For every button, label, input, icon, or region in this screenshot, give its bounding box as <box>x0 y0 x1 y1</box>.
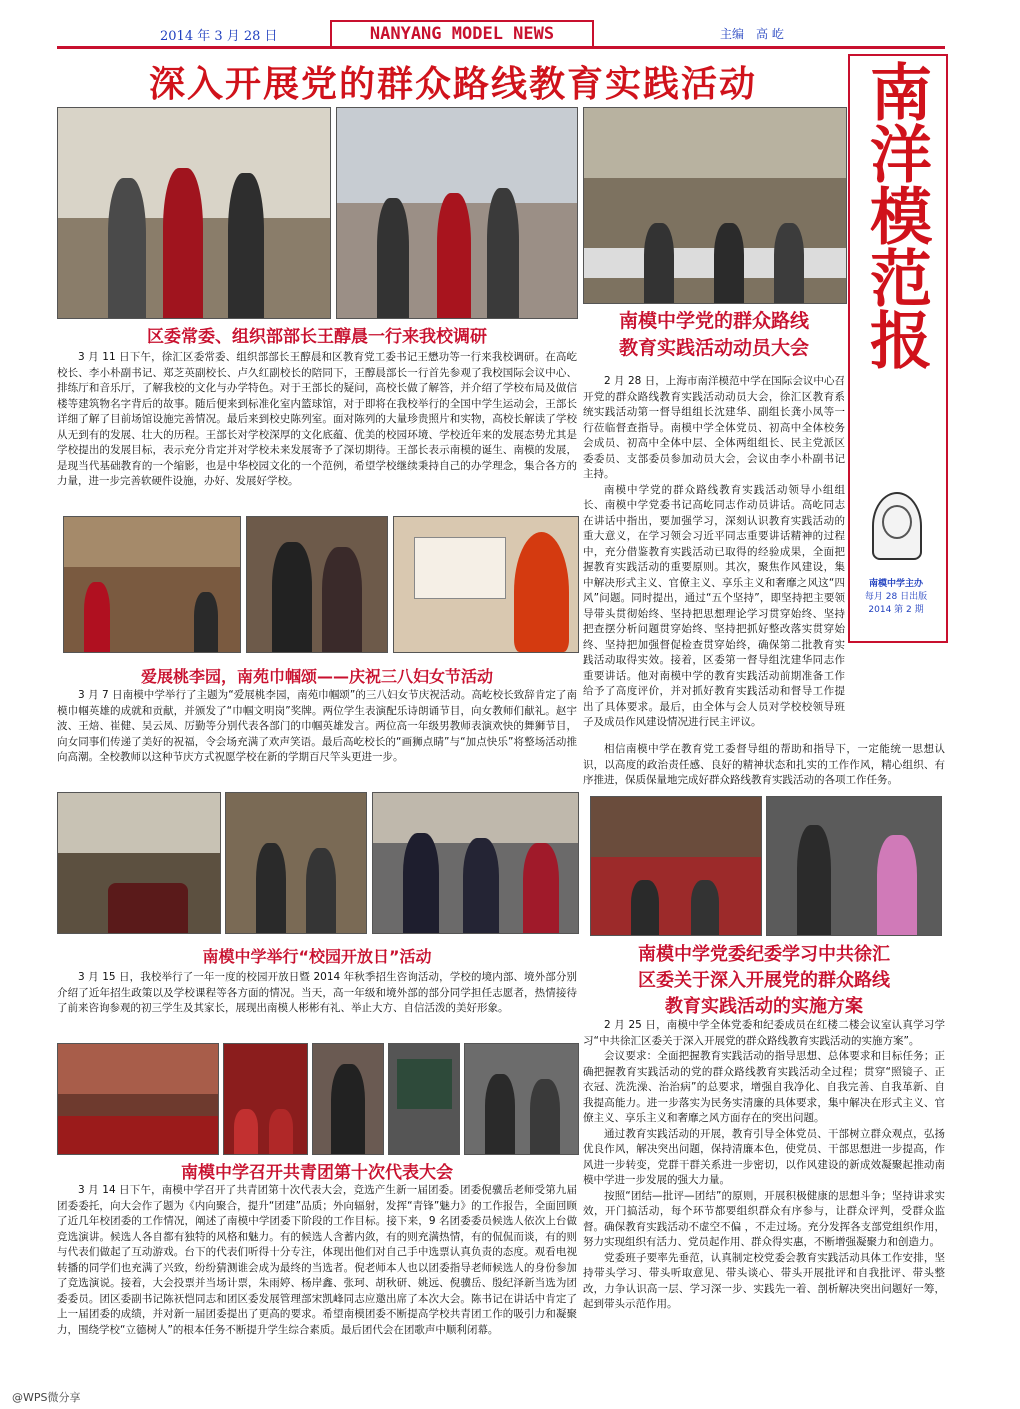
masthead-publisher: 南模中学主办 <box>868 579 923 589</box>
article-mobilize-title <box>583 308 845 362</box>
photo-league-conference <box>57 1043 219 1155</box>
masthead-info <box>850 578 942 617</box>
masthead-title-text: 南洋模范报 <box>859 60 933 370</box>
article-mobilize-body-top <box>583 374 845 728</box>
photo-league-ballot <box>464 1043 579 1155</box>
article-mobilize-text3: 相信南模中学在教育党工委督导组的帮助和指导下，一定能统一思想认识，以高度的政治责任感、良好的精神状态和扎实的工作作风，精心组织、有序推进，保质保量地完成好群众路线教育实践活动的各项工作任务。 <box>583 743 945 786</box>
wps-watermark: @WPS微分享 <box>12 1391 81 1404</box>
photo-open-day-entrance <box>57 792 221 934</box>
article-discipline-text4: 按照“团结—批评—团结”的原则，开展积极健康的思想斗争；坚持讲求实效，开门搞活动，每个环节都要组织群众有序参与，让群众评判，受群众监督。确保教育实践活动不虚空不偏 ，不走过场。充分发挥各支部党组织作用，努力实现组织有活力、党员起作用、群众得实惠，不断增强凝聚力和创造力。 <box>583 1189 945 1248</box>
article-research-text: 3 月 11 日下午，徐汇区委常委、组织部部长王醇晨和区教育党工委书记王懋功等一行来我校调研。在高屹校长、李小朴副书记、郑芝英副校长、卢久红副校长的陪同下，王醇晨部长一行首先参观了我校国际会议中心、排练厅和音乐厅，了解我校的文化与办学特色。对于王部长的疑问，高校长做了解答，并介绍了学校布局及做信楼等建筑物名字背后的故事。随后便来到标准化室内篮球馆，对于即将在我校举行的全国中学生运动会，王部长详细了解了目前场馆设施完善情况。最后来到校史陈列室。面对陈列的大量珍贵照片和实物，高校长解读了学校从无到有的发展、壮大的历程。王部长对学校深厚的文化底蕴、优美的校园环境、学校近年来的发展态势尤其是学校提出的发展目标，表示充分肯定并对学校未来发展寄予了深切期待。王部长表示南模的诞生、南模的发展，是现当代基础教育的一个缩影，也是中华校园文化的一个范例，希望学校继续秉持自己的办学理念，集合各方的力量，进一步完善软硬件设施，办好、发展好学校。 <box>57 351 577 487</box>
article-discipline-title-line2: 区委关于深入开展党的群众路线 <box>638 970 890 991</box>
masthead-chinese-title <box>848 60 944 391</box>
article-league-title: 南模中学召开共青团第十次代表大会 <box>181 1163 453 1183</box>
article-league-body <box>57 1183 577 1373</box>
article-womens-day-text: 3 月 7 日南模中学举行了主题为“爱展桃李园，南苑巾帼颂”的三八妇女节庆祝活动。高屹校长致辞肯定了南模巾帼英雄的成就和贡献，并颁发了“巾帼文明岗”奖牌。两位学生表演配乐诗朗诵节目，向女教师们献礼。赵宇波、王焙、崔健、吴云凤、厉勤等分别代表各部门的巾帼英雄发言。两位高一年级男教师表演欢快的舞狮节目，向女同事们传递了美好的祝福，令会场充满了欢声笑语。最后高屹校长的“画狮点睛”与“加点快乐”将整场活动推向高潮。全校教师以这种节庆方式祝愿学校在新的学期百尺竿头更进一步。 <box>57 689 577 763</box>
article-research-body <box>57 350 577 510</box>
issue-date: 2014 年 3 月 28 日 <box>160 29 278 44</box>
article-research-title: 区委常委、组织部部长王醇晨一行来我校调研 <box>147 327 487 347</box>
photo-league-vote-count <box>388 1043 460 1155</box>
photo-league-candidates <box>223 1043 308 1155</box>
photo-research-gallery <box>57 107 331 319</box>
article-discipline-title-line3: 教育实践活动的实施方案 <box>665 996 863 1017</box>
editor-credit: 主编 高 屹 <box>720 27 784 41</box>
main-headline: 深入开展党的群众路线教育实践活动 <box>148 64 757 105</box>
article-discipline-text5: 党委班子要率先垂范，认真制定校党委会教育实践活动具体工作安排，坚持带头学习、带头听取意见、带头谈心、带头开展批评和自我批评、带头整改，力争认识高一层、学习深一步、实践先一着、剖析解决突出问题好一筹，起到带头示范作用。 <box>583 1251 945 1310</box>
article-discipline-text1: 2 月 25 日，南模中学全体党委和纪委成员在红楼二楼会议室认真学习学习“中共徐汇区委关于深入开展党的群众路线教育实践活动的实施方案”。 <box>583 1019 945 1047</box>
article-open-day-body <box>57 970 577 1034</box>
article-womens-day-title: 爱展桃李园，南苑巾帼颂——庆祝三八妇女节活动 <box>140 667 493 686</box>
article-mobilize-text1: 2 月 28 日，上海市南洋模范中学在国际会议中心召开党的群众路线教育实践活动动员大会，徐汇区教育系统实践活动第一督导组组长沈建华、副组长龚小凤等一行莅临督查指导。南模中学全体党员、初高中全体校务会成员、初高中全体中层、全体两组组长、民主党派区委委员、支部委员参加动员大会，会议由李小朴副书记主持。 <box>583 375 845 480</box>
photo-womens-day-performance <box>63 516 241 653</box>
article-discipline-title <box>583 942 945 1020</box>
article-league-text: 3 月 14 日下午，南模中学召开了共青团第十次代表大会，竞选产生新一届团委。团委倪骥岳老师受第九届团委委托，向大会作了题为《内向聚合，提升“团建”品质；外向辐射，发挥“青锋”魅力》的工作报告，全面回顾了近几年校团委的工作情况，阐述了南模中学团委下阶段的工作目标。接下来，9 名团委委员候选人依次上台做竞选演讲。候选人各自都有独特的风格和魅力。有的候选人含蓄内敛，有的则充满热情，有的侃侃而谈，有的则与代表们做起了互动游戏。台下的代表们听得十分专注，体现出他们对自己手中选票认真负责的态度。观看电视转播的同学们也充满了兴致，纷纷猜测谁会成为最终的当选者。倪老师本人也以团委指导老师候选人的身份参加了竞选演说。接着，大会投票并当场计票，朱雨婷、杨岸鑫、张珂、胡秋研、姚远、倪骥岳、殷纪泽新当选为团委委员。团区委副书记陈祆恺同志和团区委发展管理部宋凯峰同志应邀出席了本次大会。陈书记在讲话中肯定了上一届团委的成绩，并对新一届团委提出了更高的要求。希望南模团委不断提高学校共青团工作的吸引力和凝聚力，围绕学校“立德树人”的根本任务不断提升学生综合素质。最后团代会在团歌声中顺利闭幕。 <box>57 1184 577 1336</box>
photo-mobilize-meeting <box>583 107 847 304</box>
article-open-day-title: 南模中学举行“校园开放日”活动 <box>202 947 432 966</box>
photo-open-day-courtyard <box>225 792 367 934</box>
article-mobilize-title-line2: 教育实践活动动员大会 <box>618 337 809 359</box>
photo-research-campus <box>336 107 578 319</box>
article-discipline-text3: 通过教育实践活动的开展，教育引导全体党员、干部树立群众观点，弘扬优良作风，解决突出问题，保持清廉本色，使党员、干部思想进一步提高，作风进一步转变，党群干群关系进一步密切，以作风建设的新成效凝聚起推动南模中学进一步发展的强大力量。 <box>583 1127 945 1186</box>
article-open-day-text: 3 月 15 日，我校举行了一年一度的校园开放日暨 2014 年秋季招生咨询活动，学校的境内部、境外部分别介绍了近年招生政策以及学校课程等各方面的情况。当天，高一年级和境外部的部分同学担任志愿者，热情接待了前来咨询参观的初三学生及其家长，展现出南模人彬彬有礼、举止大方、自信活泼的美好形象。 <box>57 971 577 1014</box>
photo-league-speech <box>312 1043 384 1155</box>
photo-open-day-volunteers <box>372 792 579 934</box>
seal-emblem-icon <box>882 505 912 539</box>
article-womens-day-body <box>57 688 577 784</box>
article-discipline-body <box>583 1018 945 1378</box>
photo-womens-day-award <box>246 516 388 653</box>
photo-mobilize-voting <box>766 796 942 936</box>
photo-mobilize-audience <box>590 796 762 936</box>
masthead-english: NANYANG MODEL NEWS <box>330 20 594 48</box>
masthead-frequency: 每月 28 日出版 <box>864 592 928 602</box>
article-discipline-title-line1: 南模中学党委纪委学习中共徐汇 <box>638 944 890 965</box>
article-mobilize-title-line1: 南模中学党的群众路线 <box>618 310 809 332</box>
masthead-issue: 2014 第 2 期 <box>868 605 924 615</box>
article-discipline-text2: 会议要求：全面把握教育实践活动的指导思想、总体要求和目标任务；正确把握教育实践活动的党的群众路线教育实践活动全过程；贯穿“照镜子、正衣冠、洗洗澡、治治病”的总要求，增强自我净化、自我完善、自我革新、自我提高能力。进一步落实为民务实清廉的具体要求，集中解决在形式主义、官僚主义、享乐主义和奢靡之风方面存在的突出问题。 <box>583 1050 945 1124</box>
photo-womens-day-lion-dance <box>393 516 579 653</box>
article-mobilize-body-bottom <box>583 742 945 792</box>
article-mobilize-text2: 南模中学党的群众路线教育实践活动领导小组组长、南模中学党委书记高屹同志作动员讲话。高屹同志在讲话中指出，要加强学习，深刻认识教育实践活动的重大意义，在学习领会习近平同志重要讲话精神的过程中，充分借鉴教育实践活动已取得的经验成果，全面把握教育实践活动的重要原则。其次，聚焦作风建设，集中解决形式主义、官僚主义、享乐主义和奢靡之风这“四风”问题。同时提出，通过“五个坚持”，即坚持把主要领导带头贯彻始终、坚持把思想理论学习贯穿始终、坚持把查摆分析问题贯穿始终、坚持把抓好整改落实贯穿始终、坚持把加强督促检查贯穿始终，确保第二批教育实践活动取得实效。接着，区委第一督导组沈建华同志作重要讲话。他对南模中学的教育实践活动前期准备工作给予了高度评价，并对抓好教育实践活动和督导工作提出了具体要求。最后，由全体与会人员对学校校领导班子及成员作风建设情况进行民主评议。 <box>583 483 845 728</box>
